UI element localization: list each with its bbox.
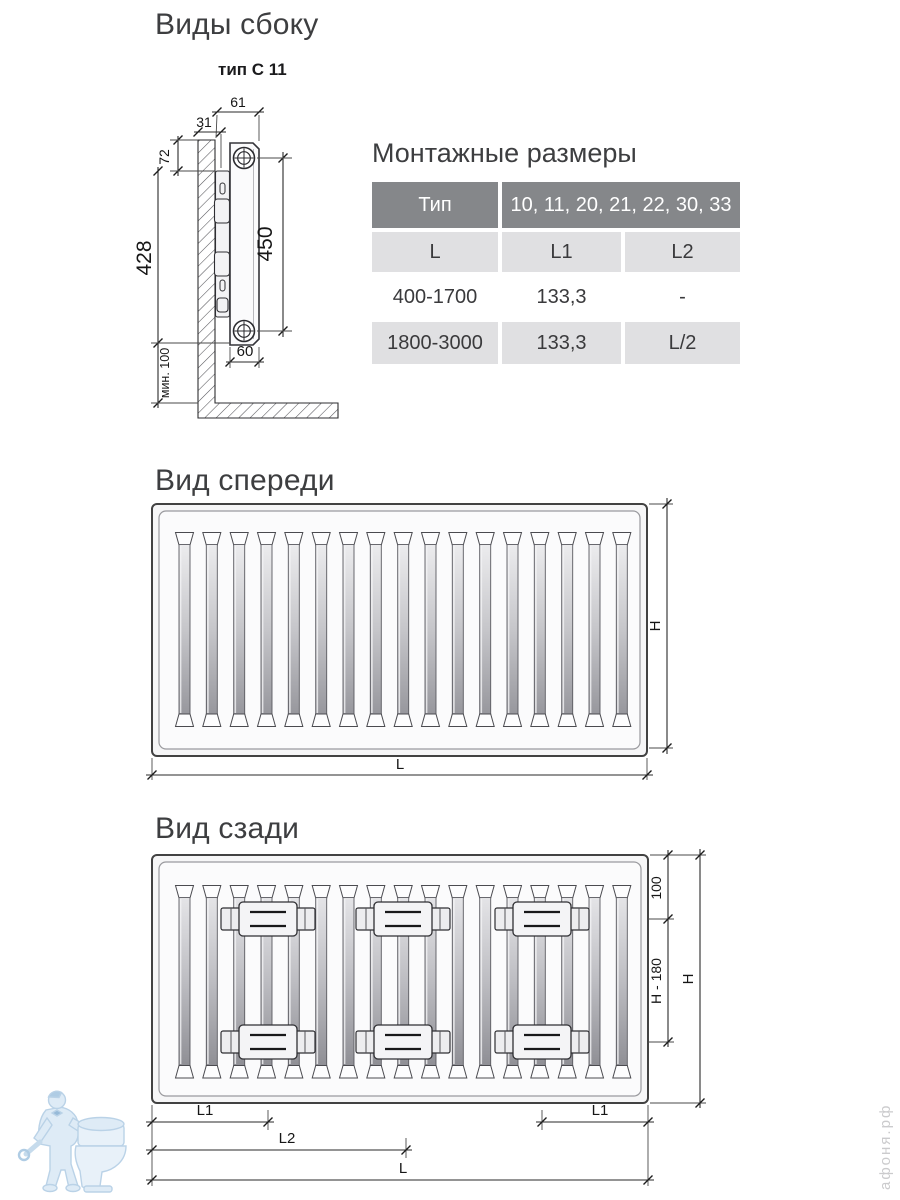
dim-60: [226, 343, 265, 368]
dim-front-L-label: L: [395, 756, 405, 773]
toilet-icon: [75, 1118, 126, 1193]
wall-bracket: [215, 171, 230, 317]
wrench-icon: [19, 1142, 40, 1160]
table-cell: L1: [502, 232, 621, 272]
dim-60-label: 60: [236, 343, 254, 360]
dim-428-label: 428: [133, 240, 156, 276]
top-plug: [234, 148, 255, 169]
dim-back-100: [648, 850, 706, 1047]
plumber-logo-watermark: [10, 1058, 145, 1193]
table-header-type: Тип: [372, 182, 498, 228]
dim-front-L: [146, 756, 653, 780]
table-cell: 133,3: [502, 276, 621, 318]
side-view-drawing: [133, 85, 365, 435]
dim-450-label: 450: [254, 226, 277, 262]
side-views-title: Виды сбоку: [155, 8, 319, 41]
table-cell: 400-1700: [372, 276, 498, 318]
back-view-title: Вид сзади: [155, 812, 300, 845]
dim-back-L1-right-label: L1: [591, 1102, 609, 1119]
dim-72-label: 72: [156, 149, 172, 165]
site-watermark-text: афоня.рф: [877, 1103, 894, 1190]
mounting-table-title: Монтажные размеры: [372, 138, 637, 168]
dim-back-bottom: [146, 1102, 654, 1186]
dim-min100-label: мин. 100: [158, 347, 172, 399]
table-cell: 1800-3000: [372, 322, 498, 364]
dim-front-H: [647, 498, 673, 754]
back-view-drawing: [140, 840, 725, 1198]
front-view-drawing: [140, 490, 715, 795]
table-header-types-list: 10, 11, 20, 21, 22, 30, 33: [502, 182, 740, 228]
bottom-plug: [234, 321, 255, 342]
dim-min100: [151, 343, 198, 408]
table-cell: L/2: [625, 322, 740, 364]
dim-front-H-label: H: [647, 620, 664, 632]
dim-back-100-label: 100: [648, 876, 664, 900]
dim-back-h180-label: H - 180: [648, 958, 664, 1004]
dim-61-label: 61: [230, 94, 246, 110]
dim-back-L2-label: L2: [278, 1130, 296, 1147]
dim-back-L1-left-label: L1: [196, 1102, 214, 1119]
front-panel-channels: [176, 533, 631, 727]
type-c11-label: тип С 11: [218, 60, 287, 79]
dim-back-L-label: L: [398, 1160, 408, 1177]
mounting-table: [372, 182, 740, 364]
table-cell: L2: [625, 232, 740, 272]
table-cell: L: [372, 232, 498, 272]
dim-31-label: 31: [196, 114, 212, 130]
table-cell: -: [625, 276, 740, 318]
dim-back-H-label: H: [680, 973, 697, 985]
front-view-title: Вид спереди: [155, 464, 335, 497]
table-cell: 133,3: [502, 322, 621, 364]
